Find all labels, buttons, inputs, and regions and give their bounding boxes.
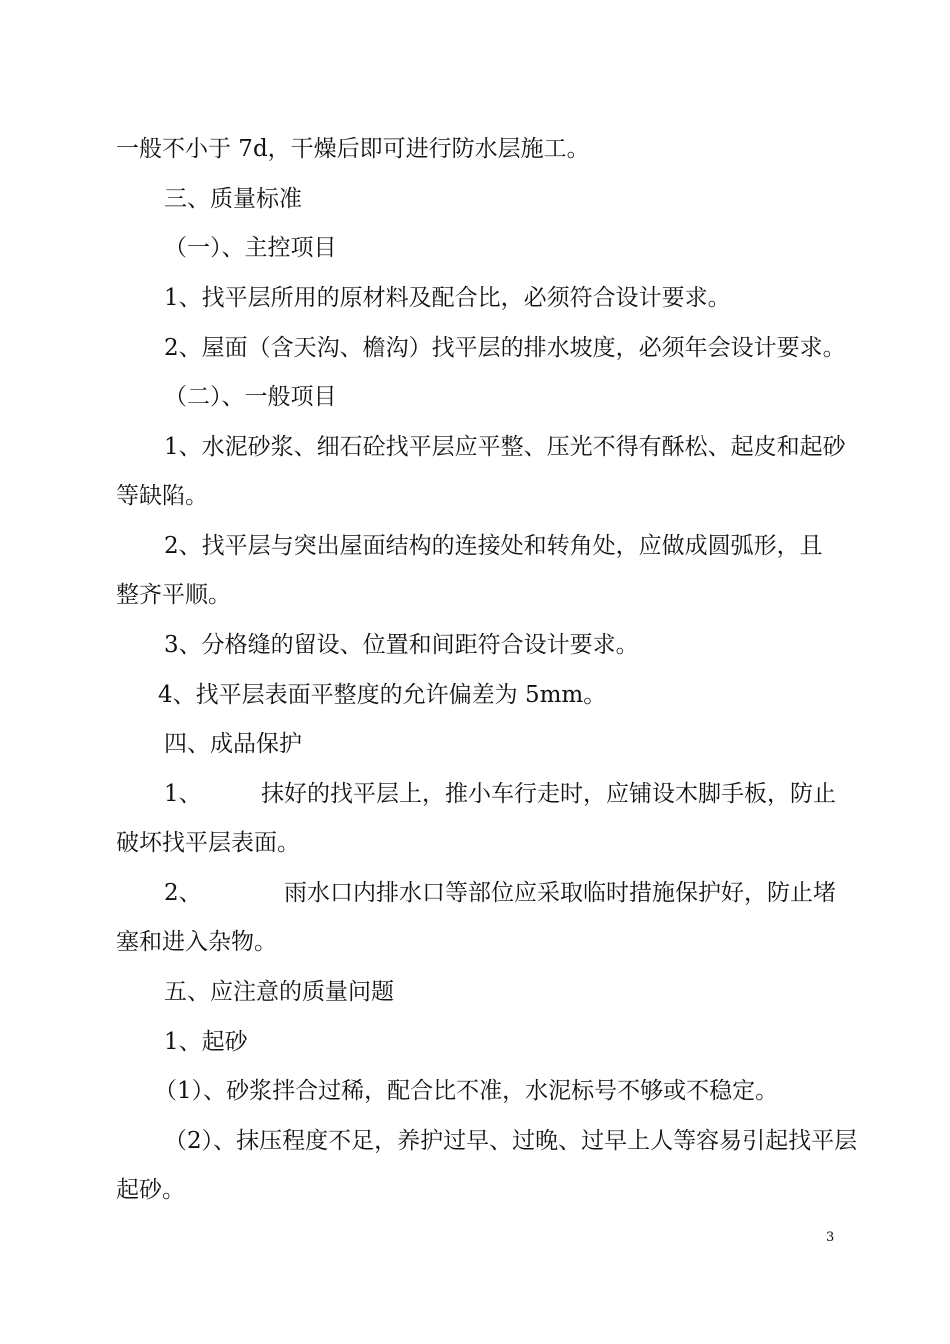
section-heading-product-protection: 四、成品保护 [164, 731, 302, 757]
list-text: 雨水口内排水口等部位应采取临时措施保护好，防止堵 [284, 880, 836, 906]
list-item: 3、分格缝的留设、位置和间距符合设计要求。 [164, 632, 639, 658]
section-heading-quality-standard: 三、质量标准 [164, 186, 302, 212]
list-item [164, 779, 836, 809]
list-item: 1、找平层所用的原材料及配合比，必须符合设计要求。 [164, 285, 731, 311]
list-item-continuation: 整齐平顺。 [116, 582, 231, 608]
list-item: 1、起砂 [164, 1029, 248, 1055]
list-item [164, 878, 836, 908]
list-item: （1）、砂浆拌合过稀，配合比不准，水泥标号不够或不稳定。 [154, 1078, 779, 1104]
subsection-heading-general-items: （二）、一般项目 [164, 384, 337, 410]
subsection-heading-main-control: （一）、主控项目 [164, 235, 337, 261]
list-item: 2、找平层与突出屋面结构的连接处和转角处，应做成圆弧形，且 [164, 533, 823, 559]
page-number: 3 [826, 1230, 835, 1245]
list-number: 2、 [164, 880, 202, 906]
list-item-continuation: 起砂。 [116, 1177, 185, 1203]
paragraph-line-1: 一般不小于 7d，干燥后即可进行防水层施工。 [116, 136, 590, 162]
list-item: 1、水泥砂浆、细石砼找平层应平整、压光不得有酥松、起皮和起砂 [164, 434, 846, 460]
section-heading-quality-issues: 五、应注意的质量问题 [164, 979, 394, 1005]
list-item: 2、屋面（含天沟、檐沟）找平层的排水坡度，必须年会设计要求。 [164, 335, 846, 361]
list-item-continuation: 塞和进入杂物。 [116, 929, 277, 955]
list-item: （2）、抹压程度不足，养护过早、过晚、过早上人等容易引起找平层 [164, 1128, 858, 1154]
list-item-continuation: 破坏找平层表面。 [116, 830, 300, 856]
list-number: 1、 [164, 781, 202, 807]
list-text: 抹好的找平层上，推小车行走时，应铺设木脚手板，防止 [261, 781, 836, 807]
list-item-continuation: 等缺陷。 [116, 483, 208, 509]
list-item: 4、找平层表面平整度的允许偏差为 5mm。 [158, 682, 607, 708]
